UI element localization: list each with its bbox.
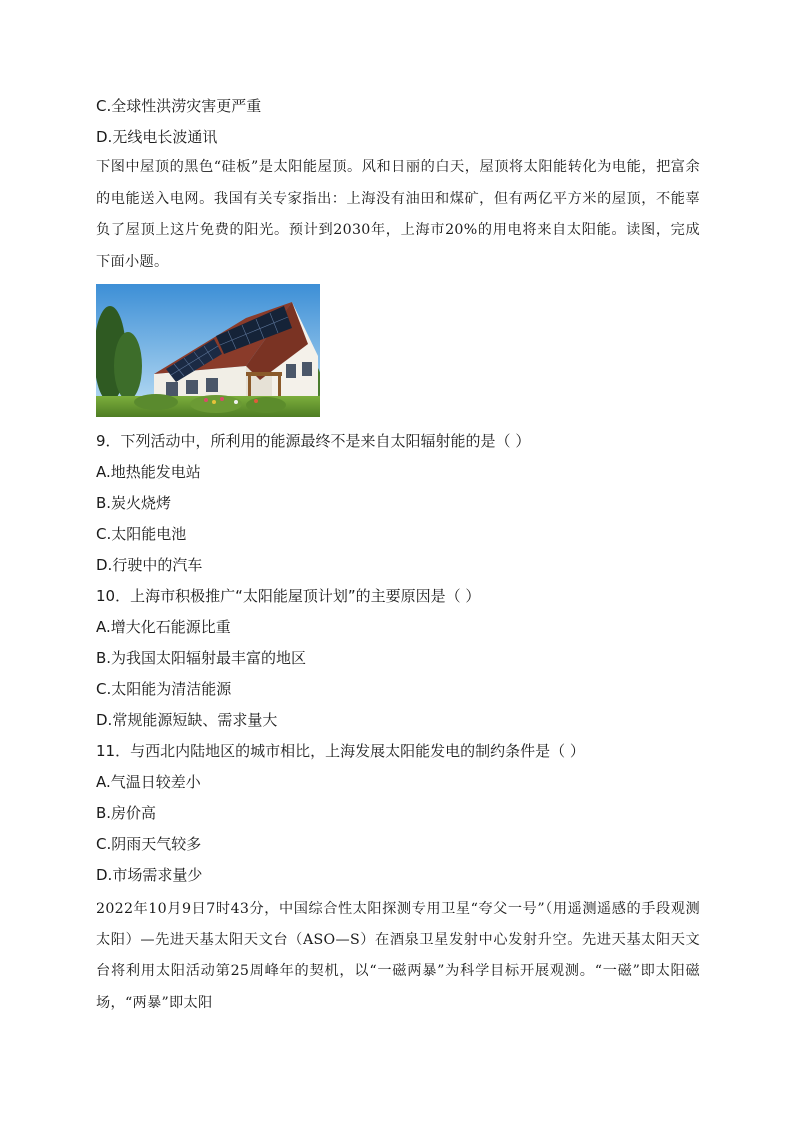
question-10-option-b: B.为我国太阳辐射最丰富的地区 xyxy=(96,649,307,667)
question-9-option-b: B.炭火烧烤 xyxy=(96,494,172,512)
passage-kuafu-satellite: 2022年10月9日7时43分，中国综合性太阳探测专用卫星“夸父一号”（用遥测遥感的手段观测太阳）—先进天基太阳天文台（ASO—S）在酒泉卫星发射中心发射升空。先进天基太阳天文台将利用太阳活动第25周峰年的契机，以“一磁两暴”为科学目标开展观测。“一磁”即太阳磁场，“两暴”即太阳 xyxy=(96,901,700,1011)
question-11-stem: 11．与西北内陆地区的城市相比，上海发展太阳能发电的制约条件是（ ） xyxy=(96,742,585,760)
option-c-prev: C.全球性洪涝灾害更严重 xyxy=(96,97,262,115)
question-9-option-d: D.行驶中的汽车 xyxy=(96,556,203,574)
question-11-option-d: D.市场需求量少 xyxy=(96,866,203,884)
option-d-prev: D.无线电长波通讯 xyxy=(96,128,218,146)
passage-solar-roof: 下图中屋顶的黑色“硅板”是太阳能屋顶。风和日丽的白天，屋顶将太阳能转化为电能，把富余的电能送入电网。我国有关专家指出：上海没有油田和煤矿，但有两亿平方米的屋顶，不能辜负了屋顶上这片免费的阳光。预计到2030年，上海市20%的用电将来自太阳能。读图，完成下面小题。 xyxy=(96,159,700,270)
question-11-option-c: C.阴雨天气较多 xyxy=(96,835,202,853)
question-10-option-d: D.常规能源短缺、需求量大 xyxy=(96,711,278,729)
question-10-option-a: A.增大化石能源比重 xyxy=(96,618,231,636)
question-10-option-c: C.太阳能为清洁能源 xyxy=(96,680,232,698)
question-9-stem: 9．下列活动中，所利用的能源最终不是来自太阳辐射能的是（ ） xyxy=(96,432,531,450)
question-11-option-b: B.房价高 xyxy=(96,804,157,822)
question-9-option-c: C.太阳能电池 xyxy=(96,525,187,543)
solar-house-photo xyxy=(96,284,320,417)
question-9-option-a: A.地热能发电站 xyxy=(96,463,201,481)
question-10-stem: 10．上海市积极推广“太阳能屋顶计划”的主要原因是（ ） xyxy=(96,587,481,605)
question-11-option-a: A.气温日较差小 xyxy=(96,773,201,791)
